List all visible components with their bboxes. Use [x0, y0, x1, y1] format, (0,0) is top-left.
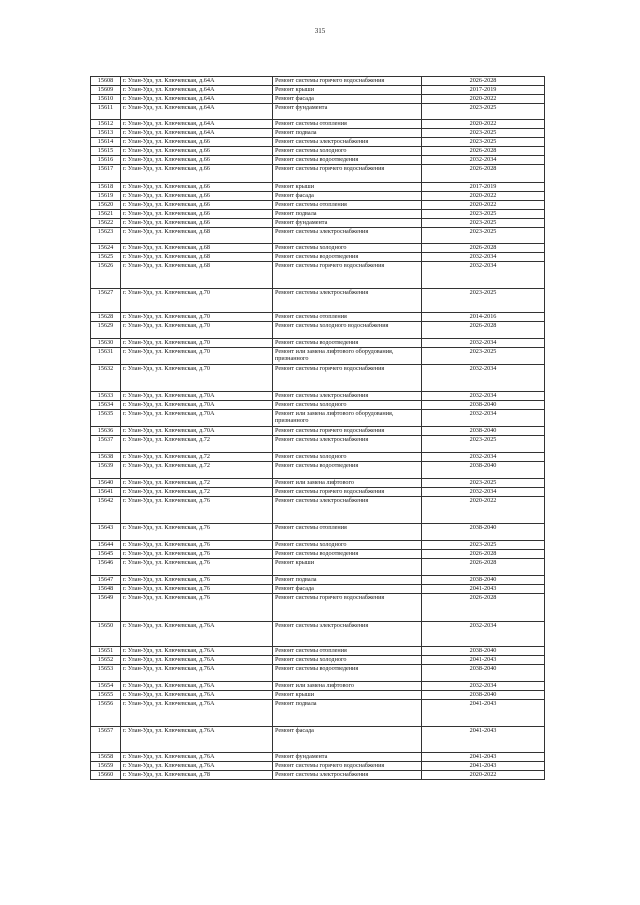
period-cell: 2023-2025 [422, 138, 545, 147]
row-number-cell: 15610 [91, 95, 121, 104]
table-row [91, 348, 545, 365]
period-cell: 2023-2025 [422, 210, 545, 219]
address-cell: г. Улан-Удэ, ул. Ключевская, д.66 [121, 156, 273, 165]
table-row [91, 665, 545, 682]
work-type-cell: Ремонт фундамента [273, 753, 422, 762]
table-body [91, 77, 545, 780]
work-type-cell: Ремонт системы отопления [273, 524, 422, 541]
row-number-cell: 15625 [91, 253, 121, 262]
work-type-cell: Ремонт системы водоотведения [273, 253, 422, 262]
table-row [91, 436, 545, 453]
address-cell: г. Улан-Удэ, ул. Ключевская, д.76А [121, 762, 273, 771]
period-cell: 2032-2034 [422, 622, 545, 647]
row-number-cell: 15655 [91, 691, 121, 700]
work-type-cell: Ремонт системы водоотведения [273, 156, 422, 165]
work-type-cell: Ремонт системы холодного [273, 401, 422, 410]
table-row [91, 541, 545, 550]
work-type-cell: Ремонт системы электроснабжения [273, 436, 422, 453]
address-cell: г. Улан-Удэ, ул. Ключевская, д.76А [121, 727, 273, 753]
row-number-cell: 15637 [91, 436, 121, 453]
table-row [91, 771, 545, 780]
row-number-cell: 15659 [91, 762, 121, 771]
address-cell: г. Улан-Удэ, ул. Ключевская, д.64А [121, 129, 273, 138]
period-cell: 2032-2034 [422, 253, 545, 262]
address-cell: г. Улан-Удэ, ул. Ключевская, д.64А [121, 95, 273, 104]
address-cell: г. Улан-Удэ, ул. Ключевская, д.76А [121, 665, 273, 682]
row-number-cell: 15612 [91, 120, 121, 129]
table-row [91, 183, 545, 192]
capital-repair-table [90, 76, 545, 780]
period-cell: 2041-2043 [422, 656, 545, 665]
work-type-cell: Ремонт системы горячего водоснабжения [273, 262, 422, 289]
table-row [91, 576, 545, 585]
address-cell: г. Улан-Удэ, ул. Ключевская, д.66 [121, 165, 273, 183]
address-cell: г. Улан-Удэ, ул. Ключевская, д.76А [121, 700, 273, 727]
address-cell: г. Улан-Удэ, ул. Ключевская, д.70 [121, 348, 273, 365]
work-type-cell: Ремонт фасада [273, 192, 422, 201]
page-number: 315 [314, 27, 326, 35]
table-row [91, 762, 545, 771]
row-number-cell: 15634 [91, 401, 121, 410]
period-cell: 2023-2025 [422, 104, 545, 120]
table-row [91, 156, 545, 165]
table-row [91, 497, 545, 524]
period-cell: 2032-2034 [422, 488, 545, 497]
address-cell: г. Улан-Удэ, ул. Ключевская, д.76 [121, 576, 273, 585]
table-row [91, 244, 545, 253]
row-number-cell: 15619 [91, 192, 121, 201]
table-row [91, 550, 545, 559]
period-cell: 2017-2019 [422, 86, 545, 95]
row-number-cell: 15620 [91, 201, 121, 210]
work-type-cell: Ремонт системы водоотведения [273, 550, 422, 559]
address-cell: г. Улан-Удэ, ул. Ключевская, д.64А [121, 120, 273, 129]
period-cell: 2032-2034 [422, 365, 545, 392]
work-type-cell: Ремонт системы электроснабжения [273, 392, 422, 401]
period-cell: 2032-2034 [422, 392, 545, 401]
address-cell: г. Улан-Удэ, ул. Ключевская, д.66 [121, 201, 273, 210]
work-type-cell: Ремонт системы горячего водоснабжения [273, 488, 422, 497]
period-cell: 2041-2043 [422, 700, 545, 727]
work-type-cell: Ремонт или замена лифтового [273, 479, 422, 488]
row-number-cell: 15640 [91, 479, 121, 488]
period-cell: 2038-2040 [422, 576, 545, 585]
row-number-cell: 15642 [91, 497, 121, 524]
address-cell: г. Улан-Удэ, ул. Ключевская, д.68 [121, 244, 273, 253]
address-cell: г. Улан-Удэ, ул. Ключевская, д.76 [121, 594, 273, 622]
table-row [91, 559, 545, 576]
table-row [91, 488, 545, 497]
period-cell: 2038-2040 [422, 524, 545, 541]
work-type-cell: Ремонт системы холодного водоснабжения [273, 322, 422, 339]
period-cell: 2041-2043 [422, 753, 545, 762]
row-number-cell: 15635 [91, 410, 121, 427]
address-cell: г. Улан-Удэ, ул. Ключевская, д.76А [121, 691, 273, 700]
work-type-cell: Ремонт фундамента [273, 219, 422, 228]
work-type-cell: Ремонт фундамента [273, 104, 422, 120]
period-cell: 2026-2028 [422, 322, 545, 339]
table-row [91, 129, 545, 138]
work-type-cell: Ремонт подвала [273, 700, 422, 727]
work-type-cell: Ремонт системы холодного [273, 453, 422, 462]
table-row [91, 262, 545, 289]
row-number-cell: 15622 [91, 219, 121, 228]
table-row [91, 219, 545, 228]
period-cell: 2023-2025 [422, 348, 545, 365]
address-cell: г. Улан-Удэ, ул. Ключевская, д.78 [121, 771, 273, 780]
address-cell: г. Улан-Удэ, ул. Ключевская, д.76А [121, 656, 273, 665]
table-row [91, 585, 545, 594]
address-cell: г. Улан-Удэ, ул. Ключевская, д.72 [121, 462, 273, 479]
table-row [91, 289, 545, 313]
row-number-cell: 15624 [91, 244, 121, 253]
period-cell: 2032-2034 [422, 410, 545, 427]
row-number-cell: 15651 [91, 647, 121, 656]
work-type-cell: Ремонт системы отопления [273, 647, 422, 656]
period-cell: 2023-2025 [422, 228, 545, 244]
row-number-cell: 15629 [91, 322, 121, 339]
work-type-cell: Ремонт системы горячего водоснабжения [273, 77, 422, 86]
address-cell: г. Улан-Удэ, ул. Ключевская, д.70А [121, 401, 273, 410]
table-row [91, 192, 545, 201]
work-type-cell: Ремонт крыши [273, 691, 422, 700]
work-type-cell: Ремонт системы холодного [273, 656, 422, 665]
work-type-cell: Ремонт фасада [273, 585, 422, 594]
work-type-cell: Ремонт системы горячего водоснабжения [273, 427, 422, 436]
address-cell: г. Улан-Удэ, ул. Ключевская, д.76 [121, 559, 273, 576]
address-cell: г. Улан-Удэ, ул. Ключевская, д.64А [121, 86, 273, 95]
row-number-cell: 15636 [91, 427, 121, 436]
work-type-cell: Ремонт системы холодного [273, 147, 422, 156]
table-row [91, 313, 545, 322]
table-row [91, 120, 545, 129]
row-number-cell: 15609 [91, 86, 121, 95]
period-cell: 2026-2028 [422, 559, 545, 576]
table-row [91, 427, 545, 436]
period-cell: 2041-2043 [422, 762, 545, 771]
row-number-cell: 15650 [91, 622, 121, 647]
row-number-cell: 15645 [91, 550, 121, 559]
table-row [91, 753, 545, 762]
row-number-cell: 15613 [91, 129, 121, 138]
table-row [91, 322, 545, 339]
row-number-cell: 15611 [91, 104, 121, 120]
row-number-cell: 15623 [91, 228, 121, 244]
address-cell: г. Улан-Удэ, ул. Ключевская, д.72 [121, 436, 273, 453]
row-number-cell: 15657 [91, 727, 121, 753]
period-cell: 2041-2043 [422, 585, 545, 594]
address-cell: г. Улан-Удэ, ул. Ключевская, д.76 [121, 524, 273, 541]
row-number-cell: 15643 [91, 524, 121, 541]
period-cell: 2020-2022 [422, 120, 545, 129]
work-type-cell: Ремонт подвала [273, 210, 422, 219]
period-cell: 2023-2025 [422, 219, 545, 228]
address-cell: г. Улан-Удэ, ул. Ключевская, д.66 [121, 138, 273, 147]
address-cell: г. Улан-Удэ, ул. Ключевская, д.64А [121, 77, 273, 86]
work-type-cell: Ремонт системы отопления [273, 201, 422, 210]
address-cell: г. Улан-Удэ, ул. Ключевская, д.76А [121, 622, 273, 647]
table-row [91, 647, 545, 656]
table-row [91, 479, 545, 488]
period-cell: 2038-2040 [422, 401, 545, 410]
period-cell: 2020-2022 [422, 95, 545, 104]
period-cell: 2032-2034 [422, 262, 545, 289]
table-row [91, 147, 545, 156]
address-cell: г. Улан-Удэ, ул. Ключевская, д.70 [121, 365, 273, 392]
address-cell: г. Улан-Удэ, ул. Ключевская, д.66 [121, 192, 273, 201]
work-type-cell: Ремонт системы холодного [273, 541, 422, 550]
period-cell: 2026-2028 [422, 244, 545, 253]
row-number-cell: 15631 [91, 348, 121, 365]
address-cell: г. Улан-Удэ, ул. Ключевская, д.68 [121, 262, 273, 289]
work-type-cell: Ремонт крыши [273, 183, 422, 192]
period-cell: 2026-2028 [422, 77, 545, 86]
address-cell: г. Улан-Удэ, ул. Ключевская, д.68 [121, 253, 273, 262]
row-number-cell: 15639 [91, 462, 121, 479]
table-row [91, 210, 545, 219]
address-cell: г. Улан-Удэ, ул. Ключевская, д.76 [121, 550, 273, 559]
work-type-cell: Ремонт фасада [273, 727, 422, 753]
row-number-cell: 15641 [91, 488, 121, 497]
work-type-cell: Ремонт системы отопления [273, 120, 422, 129]
table-row [91, 365, 545, 392]
period-cell: 2026-2028 [422, 550, 545, 559]
work-type-cell: Ремонт или замена лифтового оборудования, признанного [273, 348, 422, 365]
row-number-cell: 15648 [91, 585, 121, 594]
period-cell: 2038-2040 [422, 462, 545, 479]
period-cell: 2020-2022 [422, 497, 545, 524]
row-number-cell: 15632 [91, 365, 121, 392]
row-number-cell: 15647 [91, 576, 121, 585]
address-cell: г. Улан-Удэ, ул. Ключевская, д.66 [121, 219, 273, 228]
work-type-cell: Ремонт системы электроснабжения [273, 622, 422, 647]
period-cell: 2026-2028 [422, 594, 545, 622]
work-type-cell: Ремонт системы горячего водоснабжения [273, 762, 422, 771]
address-cell: г. Улан-Удэ, ул. Ключевская, д.76А [121, 682, 273, 691]
table-row [91, 524, 545, 541]
address-cell: г. Улан-Удэ, ул. Ключевская, д.66 [121, 210, 273, 219]
work-type-cell: Ремонт подвала [273, 129, 422, 138]
period-cell: 2020-2022 [422, 201, 545, 210]
period-cell: 2023-2025 [422, 479, 545, 488]
work-type-cell: Ремонт системы водоотведения [273, 665, 422, 682]
address-cell: г. Улан-Удэ, ул. Ключевская, д.72 [121, 479, 273, 488]
period-cell: 2038-2040 [422, 427, 545, 436]
row-number-cell: 15615 [91, 147, 121, 156]
row-number-cell: 15618 [91, 183, 121, 192]
address-cell: г. Улан-Удэ, ул. Ключевская, д.76А [121, 753, 273, 762]
row-number-cell: 15628 [91, 313, 121, 322]
address-cell: г. Улан-Удэ, ул. Ключевская, д.70 [121, 322, 273, 339]
address-cell: г. Улан-Удэ, ул. Ключевская, д.70 [121, 313, 273, 322]
period-cell: 2026-2028 [422, 147, 545, 156]
table-row [91, 622, 545, 647]
work-type-cell: Ремонт системы электроснабжения [273, 228, 422, 244]
work-type-cell: Ремонт системы холодного [273, 244, 422, 253]
address-cell: г. Улан-Удэ, ул. Ключевская, д.66 [121, 147, 273, 156]
address-cell: г. Улан-Удэ, ул. Ключевская, д.76А [121, 647, 273, 656]
row-number-cell: 15656 [91, 700, 121, 727]
work-type-cell: Ремонт системы электроснабжения [273, 497, 422, 524]
table-row [91, 682, 545, 691]
row-number-cell: 15653 [91, 665, 121, 682]
table-row [91, 594, 545, 622]
row-number-cell: 15626 [91, 262, 121, 289]
address-cell: г. Улан-Удэ, ул. Ключевская, д.70 [121, 289, 273, 313]
period-cell: 2038-2040 [422, 665, 545, 682]
period-cell: 2020-2022 [422, 771, 545, 780]
work-type-cell: Ремонт крыши [273, 86, 422, 95]
work-type-cell: Ремонт системы горячего водоснабжения [273, 594, 422, 622]
table-row [91, 339, 545, 348]
address-cell: г. Улан-Удэ, ул. Ключевская, д.70 [121, 339, 273, 348]
period-cell: 2023-2025 [422, 541, 545, 550]
row-number-cell: 15627 [91, 289, 121, 313]
period-cell: 2032-2034 [422, 339, 545, 348]
work-type-cell: Ремонт крыши [273, 559, 422, 576]
row-number-cell: 15652 [91, 656, 121, 665]
work-type-cell: Ремонт системы электроснабжения [273, 289, 422, 313]
table-row [91, 86, 545, 95]
table-row [91, 462, 545, 479]
row-number-cell: 15614 [91, 138, 121, 147]
work-type-cell: Ремонт системы водоотведения [273, 339, 422, 348]
period-cell: 2023-2025 [422, 436, 545, 453]
address-cell: г. Улан-Удэ, ул. Ключевская, д.72 [121, 453, 273, 462]
work-type-cell: Ремонт системы водоотведения [273, 462, 422, 479]
table-row [91, 165, 545, 183]
work-type-cell: Ремонт системы электроснабжения [273, 771, 422, 780]
table-row [91, 392, 545, 401]
work-type-cell: Ремонт фасада [273, 95, 422, 104]
table-row [91, 201, 545, 210]
address-cell: г. Улан-Удэ, ул. Ключевская, д.76 [121, 585, 273, 594]
period-cell: 2026-2028 [422, 165, 545, 183]
work-type-cell: Ремонт или замена лифтового оборудования, признанного [273, 410, 422, 427]
period-cell: 2023-2025 [422, 129, 545, 138]
period-cell: 2032-2034 [422, 682, 545, 691]
address-cell: г. Улан-Удэ, ул. Ключевская, д.70А [121, 392, 273, 401]
address-cell: г. Улан-Удэ, ул. Ключевская, д.66 [121, 183, 273, 192]
address-cell: г. Улан-Удэ, ул. Ключевская, д.64А [121, 104, 273, 120]
address-cell: г. Улан-Удэ, ул. Ключевская, д.76 [121, 541, 273, 550]
work-type-cell: Ремонт системы электроснабжения [273, 138, 422, 147]
work-type-cell: Ремонт или замена лифтового [273, 682, 422, 691]
address-cell: г. Улан-Удэ, ул. Ключевская, д.72 [121, 488, 273, 497]
work-type-cell: Ремонт системы горячего водоснабжения [273, 165, 422, 183]
row-number-cell: 15608 [91, 77, 121, 86]
table-row [91, 253, 545, 262]
row-number-cell: 15638 [91, 453, 121, 462]
period-cell: 2032-2034 [422, 453, 545, 462]
row-number-cell: 15633 [91, 392, 121, 401]
period-cell: 2020-2022 [422, 192, 545, 201]
table-row [91, 700, 545, 727]
table-row [91, 104, 545, 120]
work-type-cell: Ремонт подвала [273, 576, 422, 585]
row-number-cell: 15654 [91, 682, 121, 691]
row-number-cell: 15644 [91, 541, 121, 550]
row-number-cell: 15621 [91, 210, 121, 219]
row-number-cell: 15616 [91, 156, 121, 165]
row-number-cell: 15617 [91, 165, 121, 183]
row-number-cell: 15658 [91, 753, 121, 762]
address-cell: г. Улан-Удэ, ул. Ключевская, д.68 [121, 228, 273, 244]
period-cell: 2023-2025 [422, 289, 545, 313]
period-cell: 2038-2040 [422, 691, 545, 700]
period-cell: 2014-2016 [422, 313, 545, 322]
period-cell: 2041-2043 [422, 727, 545, 753]
row-number-cell: 15630 [91, 339, 121, 348]
period-cell: 2038-2040 [422, 647, 545, 656]
row-number-cell: 15646 [91, 559, 121, 576]
table-row [91, 453, 545, 462]
work-type-cell: Ремонт системы отопления [273, 313, 422, 322]
address-cell: г. Улан-Удэ, ул. Ключевская, д.76 [121, 497, 273, 524]
row-number-cell: 15660 [91, 771, 121, 780]
table-row [91, 77, 545, 86]
table-row [91, 656, 545, 665]
work-type-cell: Ремонт системы горячего водоснабжения [273, 365, 422, 392]
table-row [91, 410, 545, 427]
table-row [91, 727, 545, 753]
table-row [91, 228, 545, 244]
address-cell: г. Улан-Удэ, ул. Ключевская, д.70А [121, 427, 273, 436]
table-row [91, 138, 545, 147]
address-cell: г. Улан-Удэ, ул. Ключевская, д.70А [121, 410, 273, 427]
row-number-cell: 15649 [91, 594, 121, 622]
period-cell: 2017-2019 [422, 183, 545, 192]
table-row [91, 95, 545, 104]
table-row [91, 691, 545, 700]
table-row [91, 401, 545, 410]
period-cell: 2032-2034 [422, 156, 545, 165]
